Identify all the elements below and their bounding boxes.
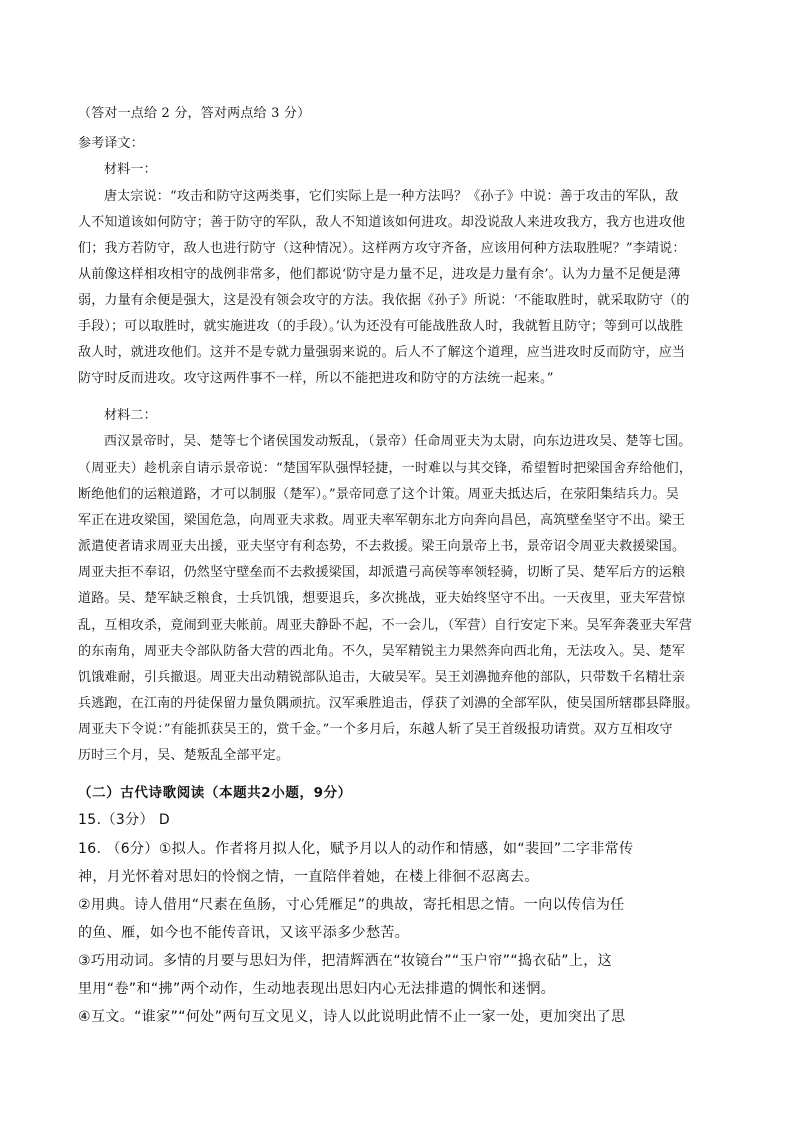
answer-line: ④互文。“谁家”“何处”两句互文见义，诗人以此说明此情不止一家一处，更加突出了思 (78, 1009, 626, 1025)
paragraph-line: 弱，力量有余便是强大，这是没有领会攻守的方法。我依据《孙子》所说：‘不能取胜时，就采取防守（的 (78, 293, 690, 308)
paragraph-line: 手段）；可以取胜时，就实施进攻（的手段）。’认为还没有可能战胜敌人时，我就暂且防守；等到可以战胜 (78, 319, 684, 334)
paragraph-line: 历时三个月，吴、楚叛乱全部平定。 (78, 748, 290, 763)
paragraph-line: 断绝他们的运粮道路，才可以制服（楚军）。”景帝同意了这个计策。周亚夫抵达后，在荥阳集结兵力。吴 (78, 487, 680, 502)
paragraph-line: 道路。吴、楚军缺乏粮食，士兵饥饿，想要退兵，多次挑战，亚夫始终坚守不出。一天夜里，亚夫军营惊 (78, 591, 686, 606)
paragraph-line: 唐太宗说：“攻击和防守这两类事，它们实际上是一种方法吗？《孙子》中说：善于攻击的军队，敌 (104, 189, 679, 204)
paragraph-line: 敌人时，就进攻他们。这并不是专就力量强弱来说的。后人不了解这个道理，应当进攻时反而防守，应当 (78, 345, 686, 360)
section-two-title: （二）古代诗歌阅读（本题共2小题，9分） (78, 785, 352, 801)
paragraph-line: 兵逃跑，在江南的丹徒保留力量负隅顽抗。汉军乘胜追击，俘获了刘濞的全部军队，使吴国所辖郡县降服。 (78, 696, 699, 711)
reference-translation-title: 参考译文： (78, 136, 145, 151)
answer-line: 16. （6分）①拟人。作者将月拟人化，赋予月以人的动作和情感，如“裴回”二字非常传 (78, 841, 634, 857)
answer-line: ③巧用动词。多情的月要与思妇为伴，把清辉洒在“妆镜台”“玉户帘”“捣衣砧”上，这 (78, 953, 613, 969)
paragraph-line: 防守时反而进攻。攻守这两件事不一样，所以不能把进攻和防守的方法统一起来。” (78, 371, 554, 386)
paragraph-line: 军正在进攻梁国，梁国危急，向周亚夫求救。周亚夫率军朝东北方向奔向昌邑，高筑壁垒坚守不出。梁王 (78, 513, 686, 528)
material-two-label: 材料二： (104, 408, 157, 423)
answer-line: 的鱼、雁，如今也不能传音讯，又该平添多少愁苦。 (78, 925, 410, 941)
answer-line: 神，月光怀着对思妇的怜悯之情，一直陪伴着她，在楼上徘徊不忍离去。 (78, 869, 539, 885)
paragraph-line: 西汉景帝时，吴、楚等七个诸侯国发动叛乱，（景帝）任命周亚夫为太尉，向东边进攻吴、楚等七国。 (104, 434, 692, 449)
material-one-label: 材料一： (104, 162, 157, 177)
paragraph-line: 乱，互相攻杀，竟闹到亚夫帐前。周亚夫静卧不起，不一会儿，（军营）自行安定下来。吴军奔袭亚夫军营 (78, 618, 692, 633)
question-15-answer: 15.（3分） D (78, 812, 171, 828)
paragraph-line: 周亚夫下令说：”有能抓获吴王的，赏千金。”一个多月后，东越人斩了吴王首级报功请赏。双方互相攻守 (78, 722, 673, 737)
paragraph-line: 从前像这样相攻相守的战例非常多，他们都说‘防守是力量不足，进攻是力量有余’。认为力量不足便是薄 (78, 267, 681, 282)
scoring-note: （答对一点给 2 分，答对两点给 3 分） (78, 106, 311, 121)
paragraph-line: 人不知道该如何防守；善于防守的军队，敌人不知道该如何进攻。却没说敌人来进攻我方，我方也进攻他 (78, 215, 686, 230)
paragraph-line: 的东南角，周亚夫令部队防备大营的西北角。不久，吴军精锐主力果然奔向西北角，无法攻入。吴、楚军 (78, 644, 686, 659)
answer-line: ②用典。诗人借用“尺素在鱼肠，寸心凭雁足”的典故，寄托相思之情。一向以传信为任 (78, 897, 625, 913)
answer-line: 里用“卷”和“拂”两个动作，生动地表现出思妇内心无法排遣的惆怅和迷惘。 (78, 981, 556, 997)
paragraph-line: 周亚夫拒不奉诏，仍然坚守壁垒而不去救援梁国，却派遣弓高侯等率领轻骑，切断了吴、楚军后方的运粮 (78, 565, 686, 580)
paragraph-line: 们；我方若防守，敌人也进行防守（这种情况）。这样两方攻守齐备，应该用何种方法取胜呢？”李靖说： (78, 241, 686, 256)
paragraph-line: 派遣使者请求周亚夫出援，亚夫坚守有利态势，不去救援。梁王向景帝上书，景帝诏令周亚夫救援梁国。 (78, 539, 686, 554)
paragraph-line: （周亚夫）趁机亲自请示景帝说：“楚国军队强悍轻捷，一时难以与其交锋，希望暂时把梁国舍弃给他们， (78, 461, 693, 476)
paragraph-line: 饥饿难耐，引兵撤退。周亚夫出动精锐部队追击，大破吴军。吴王刘濞抛弃他的部队，只带数千名精壮亲 (78, 670, 686, 685)
